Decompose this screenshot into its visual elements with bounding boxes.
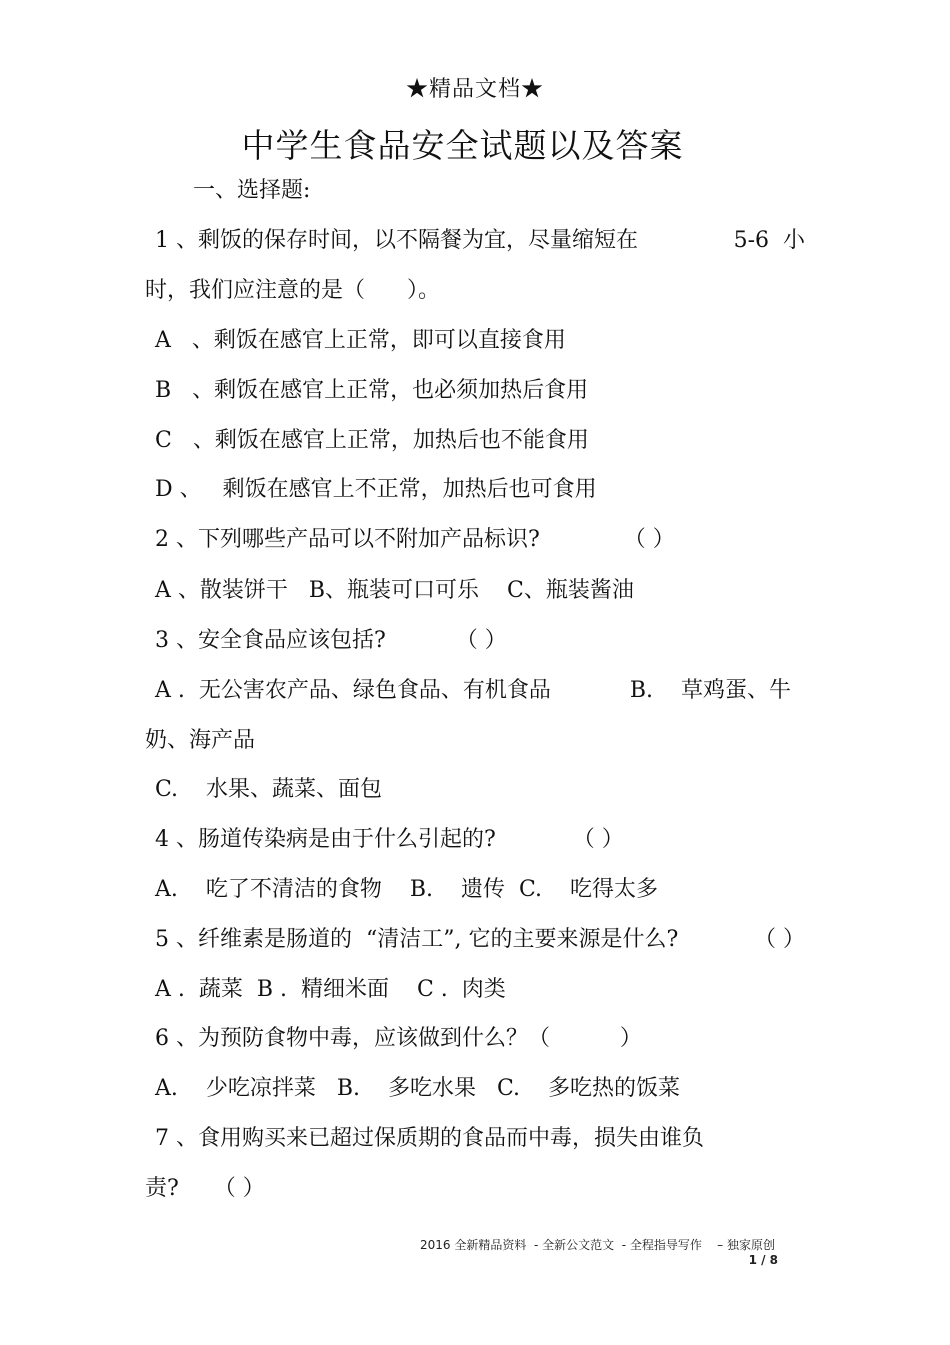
question-3-option-c: C. 水果、蔬菜、面包 <box>155 777 383 802</box>
question-3-options-line-2: 奶、海产品 <box>145 728 256 753</box>
question-3-option-a: A . 无公害农产品、绿色食品、有机食品 <box>155 678 551 703</box>
page-number: 1 / 8 <box>748 1253 778 1267</box>
question-1-text: 1 、剩饭的保存时间，以不隔餐为宜，尽量缩短在 <box>155 228 638 253</box>
question-4-options: A. 吃了不清洁的食物 B. 遗传 C. 吃得太多 <box>155 877 658 902</box>
question-1-option-d: D 、 剩饭在感官上不正常，加热后也可食用 <box>155 477 597 502</box>
question-1-hours: 5-6 小 <box>733 228 805 253</box>
question-5: 5 、纤维素是肠道的 “清洁工”, 它的主要来源是什么? <box>155 927 679 952</box>
question-2: 2 、下列哪些产品可以不附加产品标识? （ ） <box>155 527 675 552</box>
question-1-option-c: C 、剩饭在感官上正常，加热后也不能食用 <box>155 428 589 453</box>
question-1-line-1 <box>155 226 805 256</box>
question-5-line <box>155 925 805 955</box>
question-1-option-b: B 、剩饭在感官上正常，也必须加热后食用 <box>155 378 589 403</box>
section-heading: 一、选择题: <box>193 178 311 203</box>
page-title: 中学生食品安全试题以及答案 <box>241 126 684 165</box>
document-header: ★精品文档★ <box>405 77 544 102</box>
question-2-options: A 、散装饼干 B、瓶装可口可乐 C、瓶装酱油 <box>155 578 634 603</box>
question-3: 3 、安全食品应该包括? （ ） <box>155 628 507 653</box>
question-7-line-1: 7 、食用购买来已超过保质期的食品而中毒，损失由谁负 <box>155 1126 704 1151</box>
question-4: 4 、肠道传染病是由于什么引起的? （ ） <box>155 827 624 852</box>
question-6: 6 、为预防食物中毒，应该做到什么？（ ） <box>155 1026 642 1051</box>
question-5-blank: （ ） <box>754 927 805 952</box>
question-3-option-b: B. 草鸡蛋、牛 <box>629 678 791 703</box>
question-3-options-line-1 <box>155 676 791 706</box>
question-1-option-a: A 、剩饭在感官上正常，即可以直接食用 <box>155 328 566 353</box>
question-7-line-2: 责? （ ） <box>145 1176 265 1201</box>
question-1-line-2: 时，我们应注意的是（ ）。 <box>145 278 440 303</box>
footer-text: 2016 全新精品资料 - 全新公文范文 - 全程指导写作 – 独家原创 <box>420 1238 775 1252</box>
question-6-options: A. 少吃凉拌菜 B. 多吃水果 C. 多吃热的饭菜 <box>155 1076 680 1101</box>
question-5-options: A . 蔬菜 B . 精细米面 C . 肉类 <box>155 977 506 1002</box>
